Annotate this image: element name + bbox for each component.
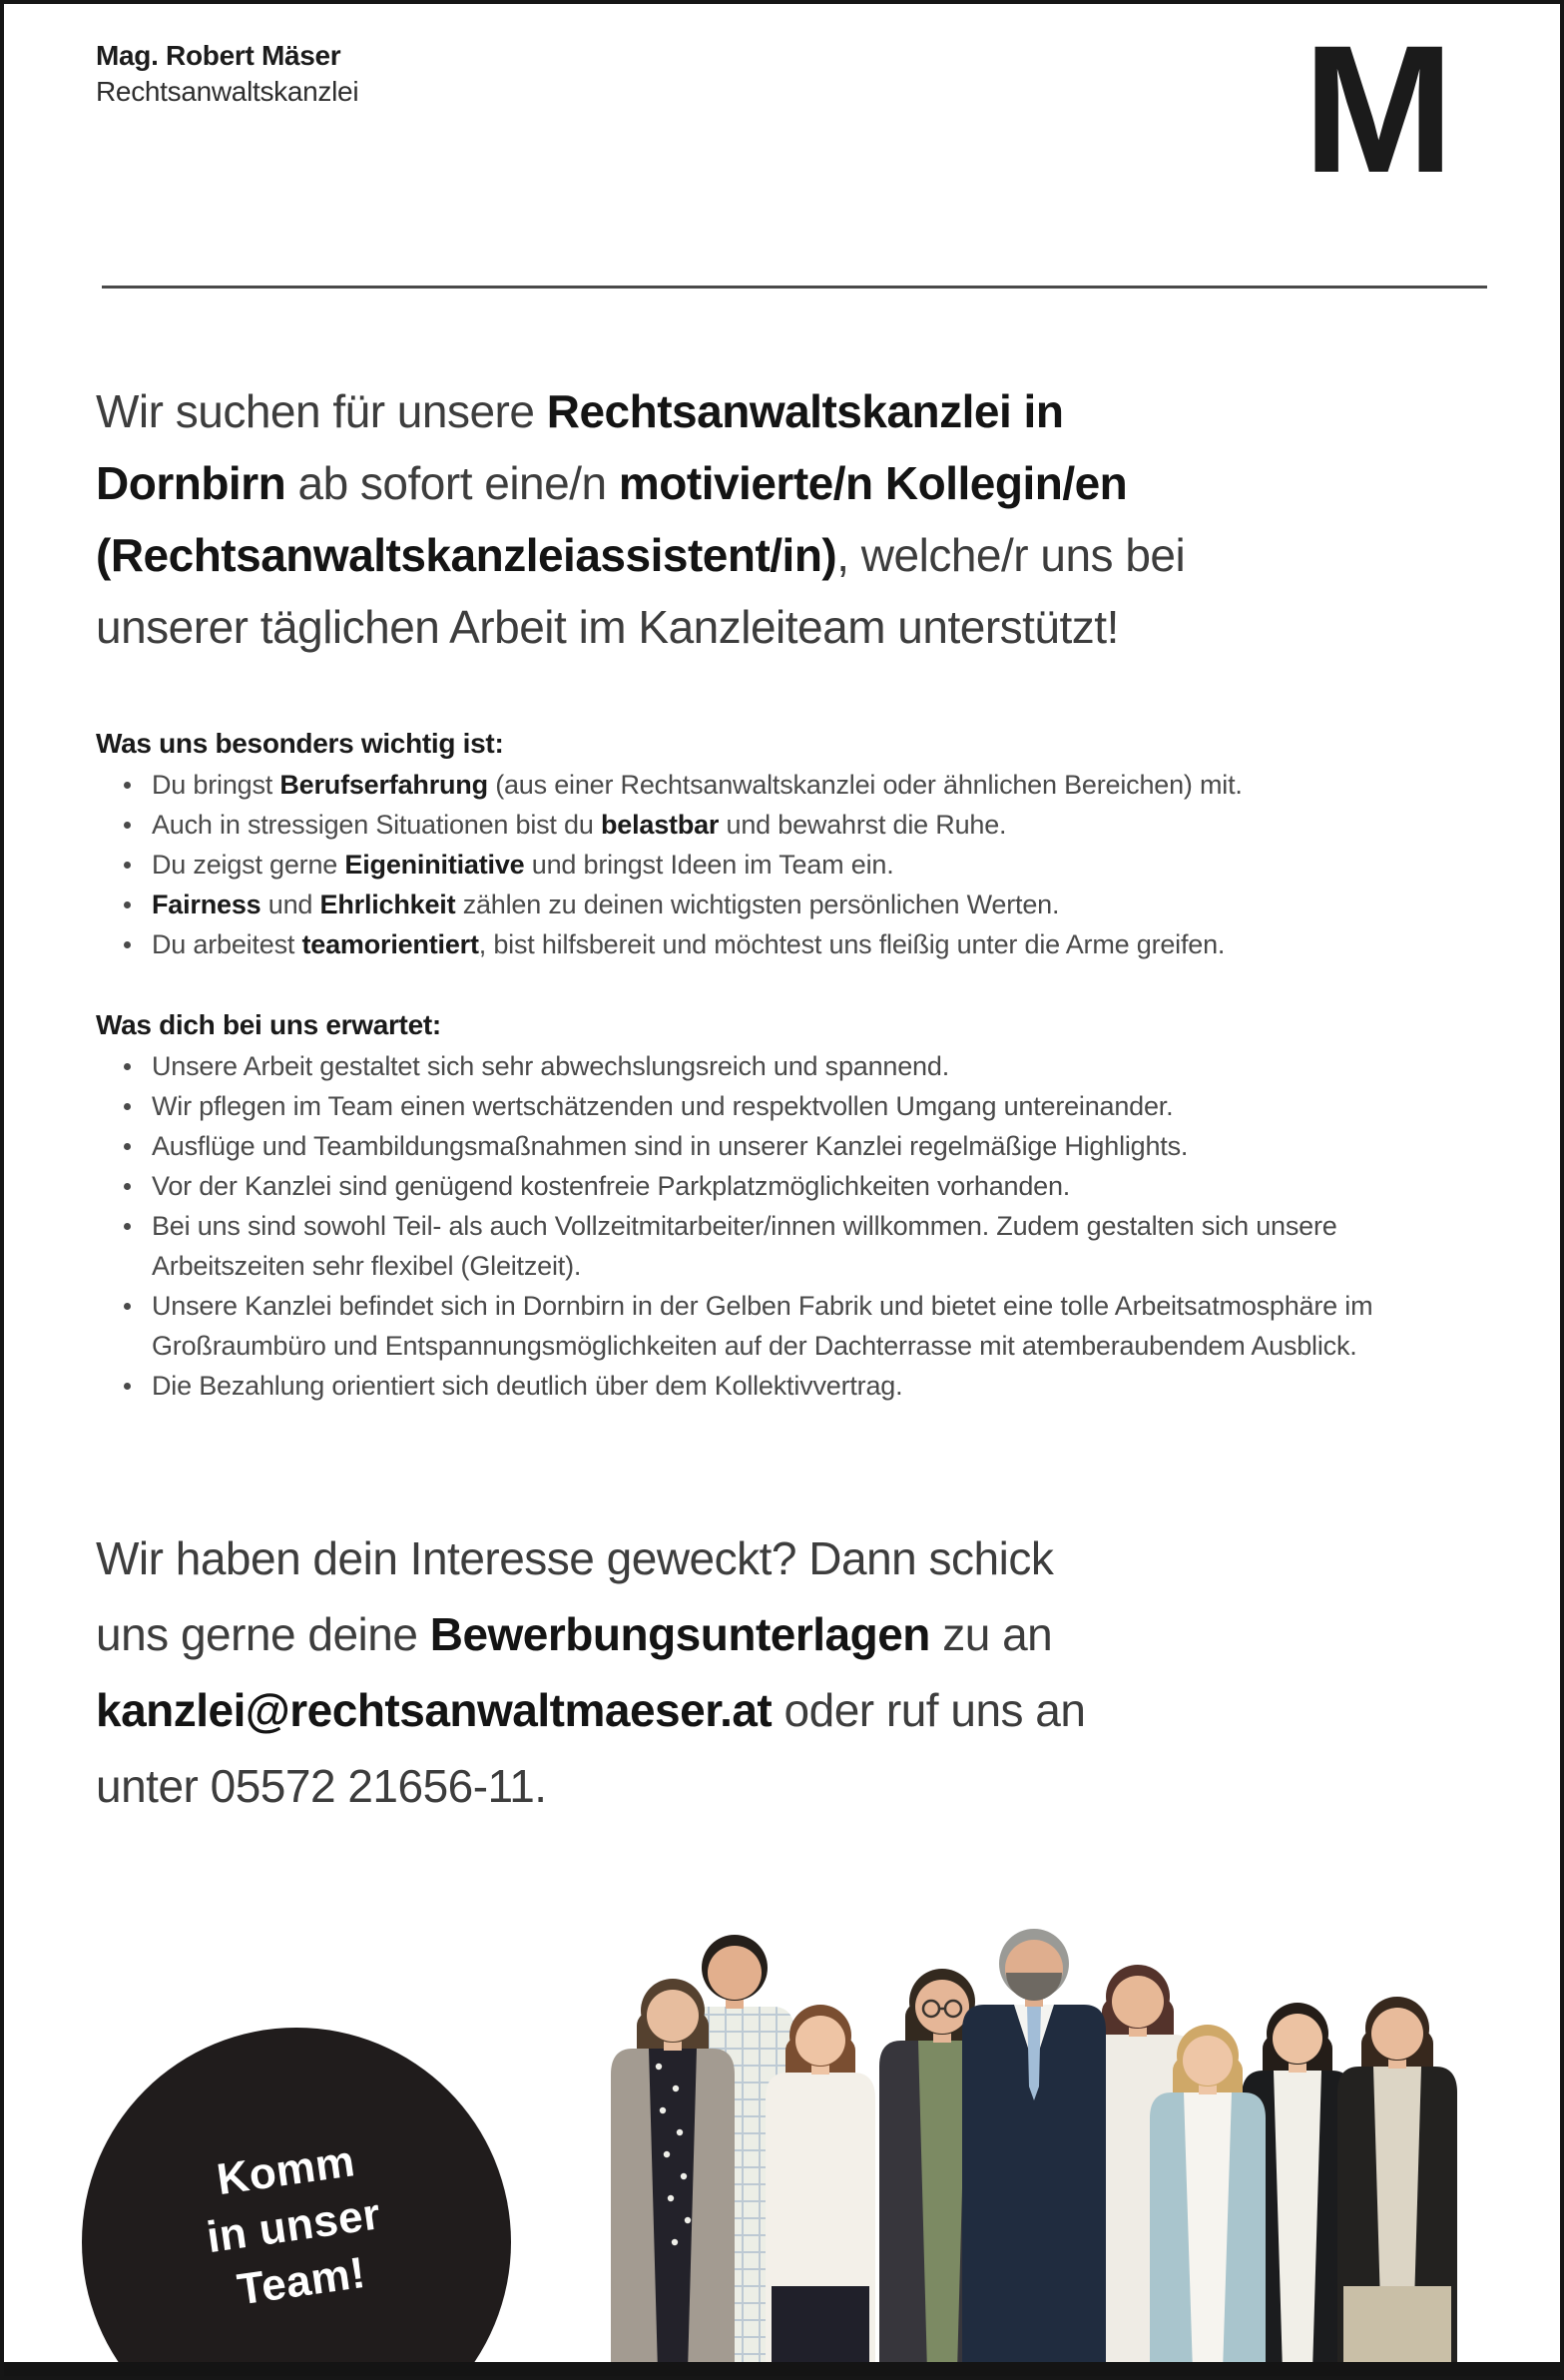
outro-paragraph bbox=[96, 1520, 1523, 1824]
brand-subtitle: Rechtsanwaltskanzlei bbox=[96, 76, 359, 107]
bullet-item: Die Bezahlung orientiert sich deutlich über dem Kollektivvertrag. bbox=[96, 1366, 1483, 1406]
bullet-item: Vor der Kanzlei sind genügend kostenfreie Parkplatzmöglichkeiten vorhanden. bbox=[96, 1166, 1483, 1206]
text-line: Dornbirn ab sofort eine/n motivierte/n Kollegin/en bbox=[96, 457, 1128, 509]
badge-line: in unser bbox=[204, 2189, 384, 2263]
text-line: kanzlei@rechtsanwaltmaeser.at oder ruf uns an bbox=[96, 1684, 1086, 1736]
text-line: Wir suchen für unsere Rechtsanwaltskanzlei in bbox=[96, 385, 1064, 437]
text-line: uns gerne deine Bewerbungsunterlagen zu an bbox=[96, 1608, 1053, 1660]
bullet-item: Du zeigst gerne Eigeninitiative und bringst Ideen im Team ein. bbox=[96, 845, 1483, 885]
bullet-list bbox=[96, 765, 1483, 964]
team-badge-text bbox=[196, 2131, 392, 2322]
logo-m-icon: M bbox=[1303, 7, 1448, 211]
text-line: (Rechtsanwaltskanzleiassistent/in), welche/r uns bei bbox=[96, 529, 1186, 581]
bullet-item: Du arbeitest teamorientiert, bist hilfsbereit und möchtest uns fleißig unter die Arme greifen. bbox=[96, 924, 1483, 964]
person-woman-dark-bob bbox=[1337, 1997, 1457, 2372]
bullet-item: Auch in stressigen Situationen bist du belastbar und bewahrst die Ruhe. bbox=[96, 805, 1483, 845]
section-erwartet bbox=[96, 1008, 1493, 1406]
section-title: Was dich bei uns erwartet: bbox=[96, 1009, 441, 1040]
team-photo bbox=[563, 1921, 1521, 2372]
bullet-item: Du bringst Berufserfahrung (aus einer Rechtsanwaltskanzlei oder ähnlichen Bereichen) mit. bbox=[96, 765, 1483, 805]
bullet-item: Unsere Kanzlei befindet sich in Dornbirn in der Gelben Fabrik und bietet eine tolle Arbeitsatmosphäre im Großraumbüro und Entspannungsmöglichkeiten auf der Dachterrasse mit atemberaubendem Ausblick. bbox=[96, 1286, 1483, 1366]
header-divider bbox=[102, 286, 1487, 289]
person-man-navy-suit bbox=[962, 1929, 1106, 2372]
bullet-item: Unsere Arbeit gestaltet sich sehr abwechslungsreich und spannend. bbox=[96, 1046, 1483, 1086]
badge-line: Team! bbox=[235, 2247, 369, 2315]
text-line: Wir haben dein Interesse geweckt? Dann schick bbox=[96, 1532, 1054, 1584]
bullet-item: Fairness und Ehrlichkeit zählen zu deinen wichtigsten persönlichen Werten. bbox=[96, 885, 1483, 924]
bullet-item: Bei uns sind sowohl Teil- als auch Vollzeitmitarbeiter/innen willkommen. Zudem gestalten sich unsere Arbeitszeiten sehr flexibel (Gleitzeit). bbox=[96, 1206, 1483, 1286]
bullet-list bbox=[96, 1046, 1483, 1406]
brand-name: Mag. Robert Mäser bbox=[96, 40, 341, 71]
bullet-item: Wir pflegen im Team einen wertschätzenden und respektvollen Umgang untereinander. bbox=[96, 1086, 1483, 1126]
intro-paragraph bbox=[96, 375, 1523, 663]
brand-block bbox=[96, 38, 358, 110]
section-title: Was uns besonders wichtig ist: bbox=[96, 728, 504, 759]
team-badge bbox=[82, 2028, 511, 2380]
text-line: unter 05572 21656-11. bbox=[96, 1760, 547, 1812]
section-wichtig bbox=[96, 727, 1493, 964]
bullet-item: Ausflüge und Teambildungsmaßnahmen sind in unserer Kanzlei regelmäßige Highlights. bbox=[96, 1126, 1483, 1166]
text-line: unserer täglichen Arbeit im Kanzleiteam unterstützt! bbox=[96, 601, 1119, 653]
badge-line: Komm bbox=[214, 2136, 359, 2205]
bottom-bar bbox=[4, 2362, 1560, 2376]
